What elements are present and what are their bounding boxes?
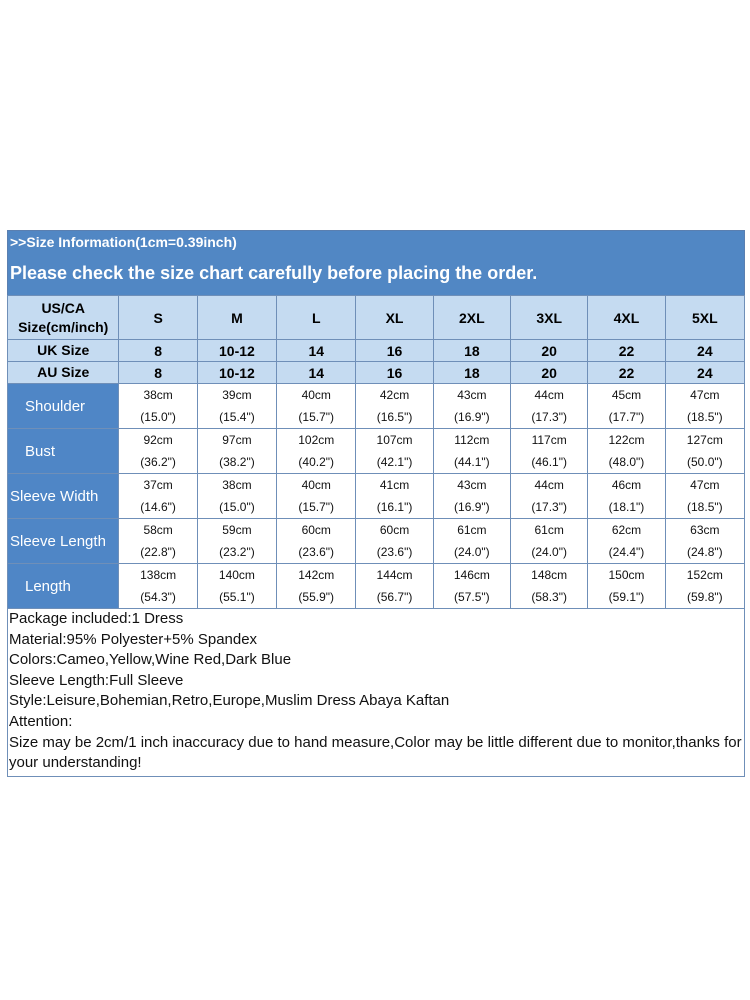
measurement-cm: 112cm — [454, 433, 490, 447]
note-line: Sleeve Length:Full Sleeve — [9, 671, 184, 689]
measurement-inch: (15.7") — [298, 410, 335, 424]
measurement-cell — [588, 564, 665, 609]
measurement-cm: 58cm — [143, 523, 173, 537]
measurement-inch: (15.0") — [219, 500, 255, 514]
product-notes — [7, 609, 745, 777]
measurement-inch: (55.1") — [219, 590, 255, 604]
size-value: 8 — [119, 340, 197, 362]
size-value: 20 — [511, 362, 588, 384]
measurement-inch: (59.8") — [687, 590, 723, 604]
measurement-inch: (23.6") — [376, 545, 413, 559]
measurement-inch: (44.1") — [454, 455, 490, 469]
size-value: 24 — [665, 362, 744, 384]
size-value: 20 — [511, 340, 588, 362]
measurement-cm: 61cm — [457, 523, 487, 537]
measurement-cell — [433, 564, 510, 609]
note-line: Material:95% Polyester+5% Spandex — [9, 630, 258, 648]
measurement-inch: (16.5") — [376, 410, 413, 424]
measurement-cm: 97cm — [222, 433, 252, 447]
measurement-cell — [433, 519, 510, 564]
measurement-label: Sleeve Width — [8, 474, 119, 519]
note-line: Style:Leisure,Bohemian,Retro,Europe,Muslim Dress Abaya Kaftan — [9, 692, 450, 710]
size-value: XL — [356, 296, 433, 340]
measurement-cm: 43cm — [457, 478, 487, 492]
measurement-inch: (38.2") — [219, 455, 255, 469]
measurement-cm: 37cm — [143, 478, 173, 492]
measurement-label: Bust — [8, 429, 119, 474]
measurement-inch: (56.7") — [376, 590, 413, 604]
size-system-label-line: US/CA — [41, 299, 85, 316]
measurement-inch: (24.4") — [608, 545, 645, 559]
measurement-cm: 122cm — [608, 433, 645, 447]
size-value: 5XL — [665, 296, 744, 340]
measurement-inch: (23.6") — [298, 545, 335, 559]
measurement-inch: (46.1") — [531, 455, 567, 469]
measurement-row — [8, 564, 745, 609]
measurement-cm: 146cm — [453, 568, 490, 582]
size-value: 10-12 — [197, 340, 276, 362]
measurement-cell — [665, 564, 744, 609]
measurement-inch: (15.0") — [140, 410, 176, 424]
measurement-inch: (42.1") — [376, 455, 413, 469]
measurement-cell — [119, 429, 197, 474]
measurement-label: Sleeve Length — [8, 519, 119, 564]
note-line: Package included:1 Dress — [9, 610, 184, 627]
measurement-cm: 127cm — [686, 433, 723, 447]
size-check-notice: Please check the size chart carefully before placing the order. — [10, 263, 538, 283]
measurement-cell — [665, 384, 744, 429]
measurement-cell — [356, 429, 433, 474]
measurement-cell — [119, 519, 197, 564]
measurement-cm: 38cm — [143, 388, 173, 402]
measurement-cell — [511, 474, 588, 519]
measurement-cm: 45cm — [611, 388, 642, 402]
measurement-inch: (55.9") — [298, 590, 335, 604]
measurement-cell — [277, 474, 356, 519]
measurement-inch: (57.5") — [454, 590, 490, 604]
size-value: M — [197, 296, 276, 340]
measurement-cell — [277, 519, 356, 564]
measurement-cm: 60cm — [379, 523, 410, 537]
measurement-cell — [197, 474, 276, 519]
size-value: 18 — [433, 340, 510, 362]
measurement-cell — [119, 564, 197, 609]
size-header-row — [8, 362, 745, 384]
measurement-cm: 39cm — [222, 388, 252, 402]
measurement-inch: (18.5") — [687, 500, 723, 514]
measurement-cm: 44cm — [534, 388, 564, 402]
measurement-cell — [588, 519, 665, 564]
measurement-cm: 102cm — [298, 433, 335, 447]
measurement-cell — [356, 564, 433, 609]
size-chart — [7, 230, 745, 777]
note-line: Attention: — [9, 712, 73, 730]
measurement-cell — [277, 384, 356, 429]
measurement-inch: (14.6") — [140, 500, 176, 514]
size-value: 18 — [433, 362, 510, 384]
measurement-cell — [119, 474, 197, 519]
size-system-label-line: UK Size — [37, 342, 90, 358]
measurement-cell — [588, 474, 665, 519]
measurement-row — [8, 519, 745, 564]
size-value: 16 — [356, 362, 433, 384]
measurement-inch: (54.3") — [140, 590, 176, 604]
measurement-cell — [665, 519, 744, 564]
size-value: L — [277, 296, 356, 340]
measurement-cell — [119, 384, 197, 429]
measurement-cm: 44cm — [534, 478, 564, 492]
measurement-cm: 42cm — [379, 388, 410, 402]
measurement-cell — [197, 429, 276, 474]
size-value: 14 — [277, 362, 356, 384]
size-system-label-line: Size(cm/inch) — [18, 318, 109, 335]
size-value: 14 — [277, 340, 356, 362]
size-value: S — [119, 296, 197, 340]
measurement-cell — [511, 564, 588, 609]
measurement-cell — [665, 429, 744, 474]
measurement-inch: (23.2") — [219, 545, 255, 559]
measurement-cell — [356, 519, 433, 564]
measurement-inch: (24.0") — [454, 545, 490, 559]
size-value: 2XL — [433, 296, 510, 340]
measurement-inch: (24.8") — [687, 545, 723, 559]
note-line: Size may be 2cm/1 inch inaccuracy due to hand measure,Color may be little different due to monitor,thanks for your understanding! — [9, 733, 742, 772]
measurement-label: Length — [8, 564, 119, 609]
measurement-cell — [356, 474, 433, 519]
measurement-cm: 46cm — [611, 478, 642, 492]
size-value: 8 — [119, 362, 197, 384]
size-value: 24 — [665, 340, 744, 362]
measurement-cell — [665, 474, 744, 519]
measurement-cell — [433, 384, 510, 429]
measurement-cm: 60cm — [301, 523, 331, 537]
size-value: 4XL — [588, 296, 665, 340]
size-value: 10-12 — [197, 362, 276, 384]
size-info-banner — [7, 230, 745, 295]
measurement-cm: 41cm — [379, 478, 410, 492]
measurement-cm: 62cm — [611, 523, 642, 537]
measurement-cm: 61cm — [534, 523, 564, 537]
size-table — [7, 295, 745, 609]
measurement-cell — [197, 384, 276, 429]
measurement-inch: (50.0") — [687, 455, 723, 469]
measurement-inch: (40.2") — [298, 455, 335, 469]
measurement-inch: (15.7") — [298, 500, 335, 514]
measurement-cell — [511, 519, 588, 564]
measurement-cell — [511, 429, 588, 474]
measurement-inch: (58.3") — [531, 590, 567, 604]
measurement-cm: 40cm — [301, 478, 331, 492]
measurement-row — [8, 474, 745, 519]
measurement-cm: 150cm — [608, 568, 645, 582]
measurement-inch: (17.3") — [531, 410, 567, 424]
measurement-cm: 47cm — [690, 478, 720, 492]
measurement-cm: 140cm — [218, 568, 255, 582]
measurement-inch: (15.4") — [219, 410, 255, 424]
measurement-row — [8, 384, 745, 429]
measurement-cm: 117cm — [531, 433, 567, 447]
measurement-cm: 43cm — [457, 388, 487, 402]
measurement-cm: 92cm — [143, 433, 173, 447]
measurement-label: Shoulder — [8, 384, 119, 429]
measurement-inch: (16.9") — [454, 500, 490, 514]
note-line: Colors:Cameo,Yellow,Wine Red,Dark Blue — [9, 651, 292, 669]
measurement-inch: (18.1") — [608, 500, 645, 514]
measurement-inch: (24.0") — [531, 545, 567, 559]
size-system-label-line: AU Size — [37, 364, 90, 380]
measurement-inch: (18.5") — [687, 410, 723, 424]
measurement-cm: 47cm — [690, 388, 720, 402]
measurement-cell — [356, 384, 433, 429]
size-header-row — [8, 340, 745, 362]
measurement-cell — [197, 519, 276, 564]
size-value: 22 — [588, 362, 665, 384]
size-value: 3XL — [511, 296, 588, 340]
measurement-cell — [433, 429, 510, 474]
measurement-cm: 148cm — [531, 568, 568, 582]
measurement-inch: (48.0") — [608, 455, 645, 469]
size-system-label — [8, 362, 119, 384]
measurement-cm: 142cm — [298, 568, 335, 582]
measurement-cm: 59cm — [222, 523, 252, 537]
measurement-inch: (16.1") — [376, 500, 413, 514]
measurement-cm: 38cm — [222, 478, 252, 492]
measurement-inch: (36.2") — [140, 455, 176, 469]
measurement-cm: 63cm — [690, 523, 720, 537]
measurement-cm: 40cm — [301, 388, 331, 402]
size-system-label — [8, 296, 119, 340]
measurement-cell — [511, 384, 588, 429]
measurement-inch: (17.3") — [531, 500, 567, 514]
measurement-inch: (17.7") — [608, 410, 645, 424]
measurement-cm: 144cm — [376, 568, 413, 582]
measurement-cm: 152cm — [686, 568, 723, 582]
size-info-title: >>Size Information(1cm=0.39inch) — [10, 234, 237, 250]
size-value: 16 — [356, 340, 433, 362]
measurement-inch: (22.8") — [140, 545, 176, 559]
measurement-inch: (16.9") — [454, 410, 490, 424]
measurement-cell — [277, 564, 356, 609]
size-header-row — [8, 296, 745, 340]
measurement-cell — [277, 429, 356, 474]
measurement-cell — [197, 564, 276, 609]
measurement-cm: 138cm — [140, 568, 177, 582]
measurement-row — [8, 429, 745, 474]
measurement-inch: (59.1") — [608, 590, 645, 604]
size-system-label — [8, 340, 119, 362]
measurement-cm: 107cm — [376, 433, 413, 447]
measurement-cell — [588, 384, 665, 429]
measurement-cell — [433, 474, 510, 519]
size-value: 22 — [588, 340, 665, 362]
measurement-cell — [588, 429, 665, 474]
